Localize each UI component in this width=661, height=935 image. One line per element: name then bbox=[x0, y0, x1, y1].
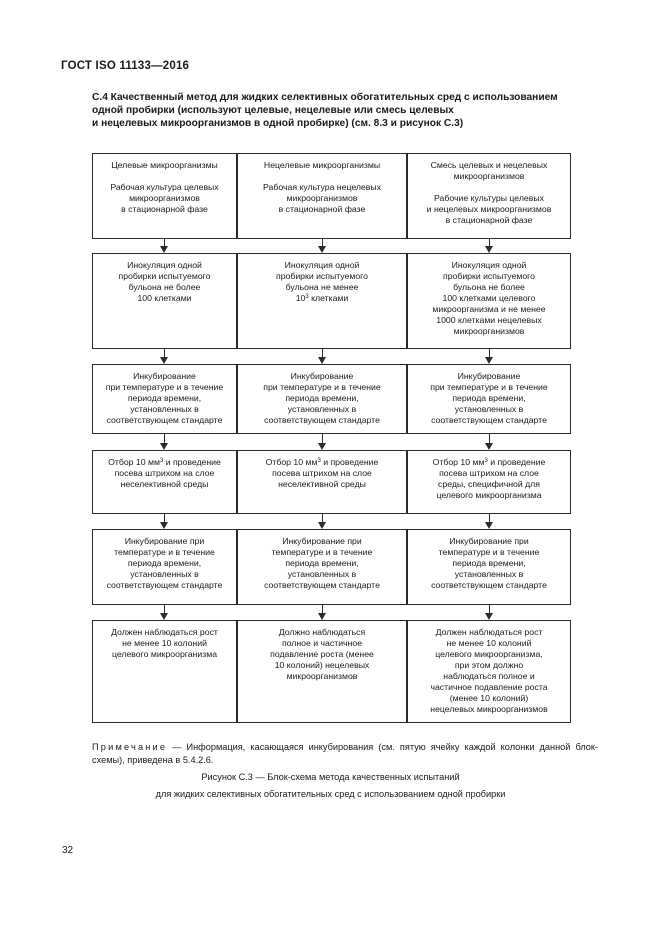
box-text-line: температуре и в течение bbox=[271, 547, 373, 557]
box-text-line: периода времени, bbox=[285, 558, 359, 568]
superscript: 3 bbox=[159, 458, 164, 464]
box-text-line: микроорганизмов bbox=[453, 326, 525, 336]
box-text-line: пробирки испытуемого bbox=[275, 271, 368, 281]
caption-line-1: Рисунок С.3 — Блок-схема метода качественных испытаний bbox=[201, 772, 460, 782]
note-label: Примечание bbox=[92, 742, 168, 752]
superscript: 3 bbox=[305, 294, 309, 300]
box-text-line: Должен наблюдаться рост bbox=[435, 627, 543, 637]
box-text-line: целевого микроорганизма, bbox=[435, 649, 543, 659]
heading-line: С.4 Качественный метод для жидких селективных обогатительных сред с использованием bbox=[92, 92, 558, 103]
count-unit-text: клетками bbox=[308, 293, 349, 303]
box-text-line bbox=[243, 457, 401, 468]
box-text-line: неселективной среды bbox=[278, 479, 366, 489]
box-text-line: посева штрихом на слое bbox=[439, 468, 539, 478]
box-text-line: бульона не менее bbox=[285, 282, 359, 292]
box-target-sample-streak bbox=[92, 450, 237, 514]
flow-arrow-down-icon bbox=[160, 434, 169, 450]
box-text-line: Целевые микроорганизмы bbox=[111, 160, 218, 170]
box-nontarget-incubation-2 bbox=[237, 529, 407, 605]
box-target-result bbox=[92, 620, 237, 723]
box-text-line: Смесь целевых и нецелевых bbox=[430, 160, 548, 170]
box-text-line: Инкубирование при bbox=[124, 536, 205, 546]
box-text-line: Инокуляция одной bbox=[127, 260, 202, 270]
box-text-line: 100 клетками bbox=[137, 293, 192, 303]
box-text-line: температуре и в течение bbox=[114, 547, 215, 557]
box-text-line: при температуре и в течение bbox=[430, 382, 548, 392]
flow-arrow-down-icon bbox=[160, 349, 169, 364]
flow-arrow-down-icon bbox=[160, 514, 169, 529]
box-text-line: целевого микроорганизма bbox=[436, 490, 542, 500]
box-text-line: установленных в bbox=[454, 404, 524, 414]
box-text-line: посева штрихом на слое bbox=[114, 468, 215, 478]
sample-suffix-text: и проведение bbox=[320, 457, 379, 467]
flow-arrow-down-icon bbox=[485, 239, 494, 253]
box-nontarget-incubation-1 bbox=[237, 364, 407, 434]
caption-line-2: для жидких селективных обогатительных сред с использованием одной пробирки bbox=[155, 789, 506, 799]
box-nontarget-inoculation bbox=[237, 253, 407, 349]
sample-volume-text: Отбор 10 мм bbox=[265, 457, 318, 467]
sample-suffix-text: и проведение bbox=[163, 457, 221, 467]
flow-arrow-down-icon bbox=[485, 514, 494, 529]
box-text-line: в стационарной фазе bbox=[445, 215, 533, 225]
box-text-line: периода времени, bbox=[452, 393, 526, 403]
box-mixed-incubation-1 bbox=[407, 364, 571, 434]
box-mixed-incubation-2 bbox=[407, 529, 571, 605]
box-mixed-inoculation bbox=[407, 253, 571, 349]
box-text-line: микроорганизмов bbox=[286, 193, 358, 203]
box-text-line: Инкубирование при bbox=[449, 536, 529, 546]
box-spacer bbox=[413, 182, 565, 193]
box-nontarget-result bbox=[237, 620, 407, 723]
figure-caption bbox=[0, 771, 661, 801]
flow-arrow-down-icon bbox=[318, 605, 327, 620]
box-text-line: периода времени, bbox=[285, 393, 359, 403]
superscript: 3 bbox=[317, 458, 321, 464]
box-text-line: при температуре и в течение bbox=[263, 382, 381, 392]
box-text-line: соответствующем стандарте bbox=[264, 415, 380, 425]
box-target-culture bbox=[92, 153, 237, 239]
box-text-line: установленных в bbox=[130, 404, 199, 414]
box-text-line: 100 клетками целевого bbox=[442, 293, 536, 303]
box-text-line: микроорганизмов bbox=[129, 193, 200, 203]
box-text-line: микроорганизма и не менее bbox=[432, 304, 546, 314]
box-mixed-result bbox=[407, 620, 571, 723]
box-text-line: соответствующем стандарте bbox=[431, 580, 547, 590]
flow-arrow-down-icon bbox=[318, 434, 327, 450]
heading-line: одной пробирки (используют целевые, нецелевые или смесь целевых bbox=[92, 105, 454, 116]
box-text-line: в стационарной фазе bbox=[121, 204, 208, 214]
superscript: 3 bbox=[484, 458, 488, 464]
box-nontarget-sample-streak bbox=[237, 450, 407, 514]
box-text-line: 1000 клетками нецелевых bbox=[436, 315, 542, 325]
arrow-head bbox=[485, 246, 493, 253]
box-text-line: периода времени, bbox=[452, 558, 526, 568]
box-mixed-sample-streak bbox=[407, 450, 571, 514]
box-text-line: Рабочая культура целевых bbox=[110, 182, 219, 192]
box-text-line: частичное подавление роста bbox=[430, 682, 548, 692]
note-text: — Информация, касающаяся инкубирования (см. пятую ячейку каждой колонки данной блок-схемы), приведена в 5.4.2.6. bbox=[92, 742, 598, 765]
sample-suffix-text: и проведение bbox=[487, 457, 546, 467]
box-text-line: подавление роста (менее bbox=[270, 649, 374, 659]
box-text-line: Инкубирование bbox=[290, 371, 354, 381]
box-target-inoculation bbox=[92, 253, 237, 349]
box-nontarget-culture bbox=[237, 153, 407, 239]
arrow-head bbox=[485, 613, 493, 620]
arrow-head bbox=[160, 443, 168, 450]
box-text-line: целевого микроорганизма bbox=[111, 649, 218, 659]
box-target-incubation-2 bbox=[92, 529, 237, 605]
box-text-line: полное и частичное bbox=[281, 638, 363, 648]
document-header: ГОСТ ISO 11133—2016 bbox=[61, 60, 190, 72]
box-text-line: установленных в bbox=[287, 404, 357, 414]
box-text-line: периода времени, bbox=[127, 558, 202, 568]
box-text-line: Инкубирование bbox=[133, 371, 196, 381]
arrow-head bbox=[160, 613, 168, 620]
box-text-line: температуре и в течение bbox=[438, 547, 540, 557]
box-text-line: пробирки испытуемого bbox=[442, 271, 535, 281]
flow-arrow-down-icon bbox=[318, 349, 327, 364]
box-text-line: соответствующем стандарте bbox=[431, 415, 547, 425]
arrow-head bbox=[485, 522, 493, 529]
arrow-head bbox=[318, 613, 326, 620]
flow-arrow-down-icon bbox=[160, 605, 169, 620]
box-text-line: и нецелевых микроорганизмов bbox=[426, 204, 552, 214]
arrow-head bbox=[485, 357, 493, 364]
arrow-head bbox=[318, 443, 326, 450]
sample-volume-text: Отбор 10 мм bbox=[108, 457, 160, 467]
heading-line: и нецелевых микроорганизмов в одной пробирке) (см. 8.3 и рисунок С.3) bbox=[92, 118, 464, 129]
box-text-line: периода времени, bbox=[127, 393, 202, 403]
box-text-line: Нецелевые микроорганизмы bbox=[263, 160, 381, 170]
sample-volume-text: Отбор 10 мм bbox=[432, 457, 485, 467]
count-text: 10 bbox=[295, 293, 306, 303]
flow-arrow-down-icon bbox=[485, 434, 494, 450]
arrow-head bbox=[160, 357, 168, 364]
box-text-line: микроорганизмов bbox=[286, 671, 358, 681]
box-text-line: при температуре и в течение bbox=[105, 382, 224, 392]
box-text-line: установленных в bbox=[130, 569, 199, 579]
arrow-head bbox=[318, 522, 326, 529]
arrow-head bbox=[485, 443, 493, 450]
box-text-line: Рабочая культура нецелевых bbox=[263, 182, 381, 192]
arrow-head bbox=[318, 357, 326, 364]
box-text-line: Инкубирование bbox=[457, 371, 521, 381]
box-text-line bbox=[98, 457, 231, 468]
box-target-incubation-1 bbox=[92, 364, 237, 434]
page-number: 32 bbox=[62, 845, 74, 856]
box-text-line bbox=[243, 293, 401, 304]
box-text-line bbox=[413, 457, 565, 468]
arrow-head bbox=[160, 522, 168, 529]
box-text-line: бульона не более bbox=[453, 282, 525, 292]
box-text-line: 10 колоний) нецелевых bbox=[274, 660, 370, 670]
box-text-line: соответствующем стандарте bbox=[106, 580, 223, 590]
box-text-line: соответствующем стандарте bbox=[264, 580, 380, 590]
box-mixed-culture bbox=[407, 153, 571, 239]
arrow-head bbox=[160, 246, 168, 253]
box-text-line: Инкубирование при bbox=[282, 536, 362, 546]
box-text-line: установленных в bbox=[287, 569, 357, 579]
box-text-line: Должно наблюдаться bbox=[278, 627, 366, 637]
box-text-line: (менее 10 колоний) bbox=[449, 693, 529, 703]
box-text-line: в стационарной фазе bbox=[278, 204, 366, 214]
arrow-head bbox=[318, 246, 326, 253]
box-text-line: Инокуляция одной bbox=[451, 260, 527, 270]
box-spacer bbox=[98, 171, 231, 182]
box-text-line: Инокуляция одной bbox=[284, 260, 360, 270]
box-text-line: соответствующем стандарте bbox=[106, 415, 223, 425]
box-text-line: среды, специфичной для bbox=[438, 479, 540, 489]
box-text-line: установленных в bbox=[454, 569, 524, 579]
box-text-line: бульона не более bbox=[128, 282, 201, 292]
flow-arrow-down-icon bbox=[318, 239, 327, 253]
box-text-line: наблюдаться полное и bbox=[443, 671, 535, 681]
flow-arrow-down-icon bbox=[485, 605, 494, 620]
box-text-line: не менее 10 колоний bbox=[122, 638, 207, 648]
note bbox=[92, 741, 598, 767]
box-text-line: при этом должно bbox=[454, 660, 524, 670]
flow-arrow-down-icon bbox=[160, 239, 169, 253]
box-text-line: посева штрихом на слое bbox=[272, 468, 372, 478]
box-text-line: микроорганизмов bbox=[453, 171, 525, 181]
flow-arrow-down-icon bbox=[485, 349, 494, 364]
box-spacer bbox=[243, 171, 401, 182]
box-text-line: неселективной среды bbox=[120, 479, 209, 489]
box-text-line: не менее 10 колоний bbox=[446, 638, 532, 648]
box-text-line: нецелевых микроорганизмов bbox=[430, 704, 548, 714]
box-text-line: Должен наблюдаться рост bbox=[111, 627, 218, 637]
box-text-line: пробирки испытуемого bbox=[118, 271, 211, 281]
flow-arrow-down-icon bbox=[318, 514, 327, 529]
box-text-line: Рабочие культуры целевых bbox=[434, 193, 544, 203]
